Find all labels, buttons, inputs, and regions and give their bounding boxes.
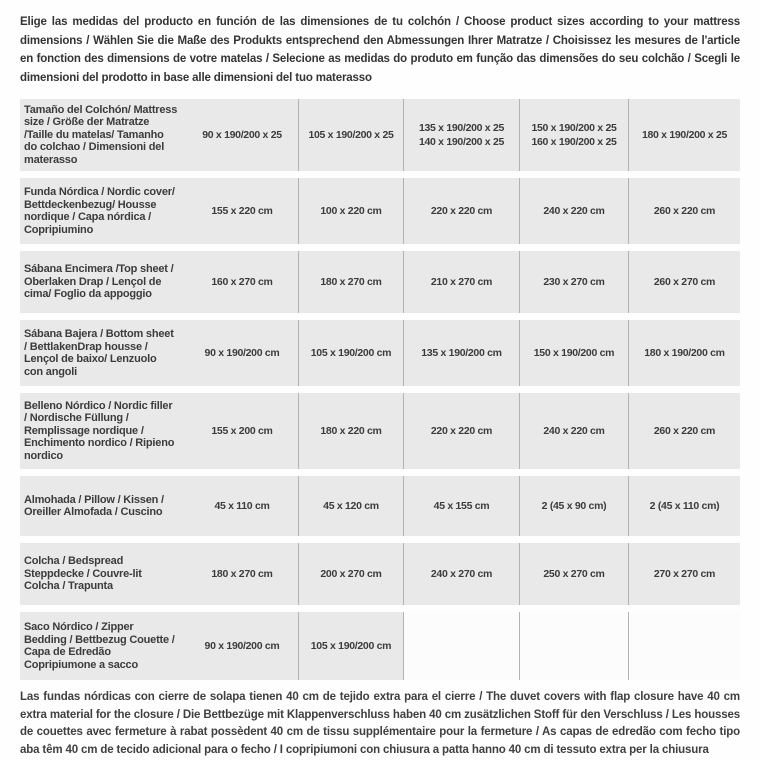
size-cell: 2 (45 x 110 cm) (628, 476, 740, 536)
header-size-line: 160 x 190/200 x 25 (531, 136, 617, 148)
table-row-mattress-size (20, 99, 740, 171)
table-row-bottom-sheet (20, 320, 740, 386)
header-cell-size-5 (628, 99, 740, 171)
row-label-nordic-filler: Belleno Nórdico / Nordic filler / Nordische Füllung / Remplissage nordique / Enchimento nordico / Ripieno nordico (20, 393, 186, 469)
row-label-top-sheet: Sábana Encimera /Top sheet / Oberlaken Drap / Lençol de cima/ Foglio da appoggio (20, 251, 186, 313)
size-cell-empty (628, 612, 740, 680)
size-cell: 90 x 190/200 cm (186, 612, 298, 680)
size-cell: 105 x 190/200 cm (298, 320, 403, 386)
table-row-top-sheet (20, 251, 740, 313)
size-cell: 220 x 220 cm (403, 393, 519, 469)
header-size-line: 90 x 190/200 x 25 (202, 129, 282, 141)
row-label-bottom-sheet: Sábana Bajera / Bottom sheet / BettlakenDrap housse / Lençol de baixo/ Lenzuolo con angoli (20, 320, 186, 386)
size-cell: 270 x 270 cm (628, 543, 740, 605)
row-label-mattress-size: Tamaño del Colchón/ Mattress size / Größe der Matratze /Taille du matelas/ Tamanho do colchao / Dimensioni del materasso (20, 99, 186, 171)
table-row-nordic-cover (20, 178, 740, 244)
size-cell: 230 x 270 cm (519, 251, 628, 313)
table-row-pillow (20, 476, 740, 536)
size-cell: 2 (45 x 90 cm) (519, 476, 628, 536)
header-size-line: 180 x 190/200 x 25 (641, 129, 728, 141)
header-size-line: 105 x 190/200 x 25 (308, 129, 394, 141)
size-cell: 260 x 220 cm (628, 393, 740, 469)
row-label-zipper-bedding: Saco Nórdico / Zipper Bedding / Bettbezug Couette / Capa de Edredão Copripiumone a sacco (20, 612, 186, 680)
header-cell-size-2 (298, 99, 403, 171)
row-label-pillow: Almohada / Pillow / Kissen / Oreiller Almofada / Cuscino (20, 476, 186, 536)
header-size-line: 135 x 190/200 x 25 (418, 122, 505, 134)
header-size-line: 140 x 190/200 x 25 (418, 136, 505, 148)
row-label-nordic-cover: Funda Nórdica / Nordic cover/ Bettdeckenbezug/ Housse nordique / Capa nórdica / Copripiumino (20, 178, 186, 244)
footnote-text: Las fundas nórdicas con cierre de solapa tienen 40 cm de tejido extra para el cierre / The duvet covers with flap closure have 40 cm extra material for the closure / Die Bettbezüge mit Klappenverschluss haben 40 cm zusätzlichen Stoff für den Verschluss / Les housses de couettes avec fermeture à rabat possèdent 40 cm de tissu supplémentaire pour la fermeture / As capas de edredão com fecho tipo aba têm 40 cm de tecido adicional para o fecho / I copripiumoni con chiusura a patta hanno 40 cm di tessuto extra per la chiusura (20, 691, 740, 756)
size-cell: 220 x 220 cm (403, 178, 519, 244)
header-size-line: 150 x 190/200 x 25 (531, 122, 617, 134)
size-cell: 260 x 220 cm (628, 178, 740, 244)
size-cell: 155 x 200 cm (186, 393, 298, 469)
row-label-bedspread: Colcha / Bedspread Steppdecke / Couvre-lit Colcha / Trapunta (20, 543, 186, 605)
table-row-bedspread (20, 543, 740, 605)
size-cell: 180 x 190/200 cm (628, 320, 740, 386)
header-cell-size-1 (186, 99, 298, 171)
header-cell-size-3 (403, 99, 519, 171)
size-cell: 105 x 190/200 cm (298, 612, 403, 680)
size-cell: 240 x 270 cm (403, 543, 519, 605)
size-cell: 180 x 270 cm (186, 543, 298, 605)
size-cell: 45 x 110 cm (186, 476, 298, 536)
size-cell: 100 x 220 cm (298, 178, 403, 244)
size-cell: 260 x 270 cm (628, 251, 740, 313)
size-cell: 240 x 220 cm (519, 393, 628, 469)
table-row-zipper-bedding (20, 612, 740, 680)
size-table (20, 99, 740, 680)
size-cell: 160 x 270 cm (186, 251, 298, 313)
size-cell-empty (519, 612, 628, 680)
size-cell: 180 x 220 cm (298, 393, 403, 469)
size-cell: 45 x 155 cm (403, 476, 519, 536)
size-cell: 250 x 270 cm (519, 543, 628, 605)
intro-text: Elige las medidas del producto en función de las dimensiones de tu colchón / Choose product sizes according to your mattress dimensions / Wählen Sie die Maße des Produkts entsprechend den Abmessungen Ihrer Matratze / Choisissez les mesures de l'article en fonction des dimensions de votre matelas / Selecione as medidas do produto em função das dimensões do seu colchão / Scegli le dimensioni del prodotto in base alle dimensioni del tuo materasso (20, 16, 740, 84)
size-cell-empty (403, 612, 519, 680)
header-cell-size-4 (519, 99, 628, 171)
size-cell: 200 x 270 cm (298, 543, 403, 605)
size-cell: 155 x 220 cm (186, 178, 298, 244)
size-cell: 150 x 190/200 cm (519, 320, 628, 386)
size-cell: 210 x 270 cm (403, 251, 519, 313)
size-cell: 90 x 190/200 cm (186, 320, 298, 386)
size-cell: 240 x 220 cm (519, 178, 628, 244)
table-row-nordic-filler (20, 393, 740, 469)
size-cell: 180 x 270 cm (298, 251, 403, 313)
size-cell: 135 x 190/200 cm (403, 320, 519, 386)
size-cell: 45 x 120 cm (298, 476, 403, 536)
